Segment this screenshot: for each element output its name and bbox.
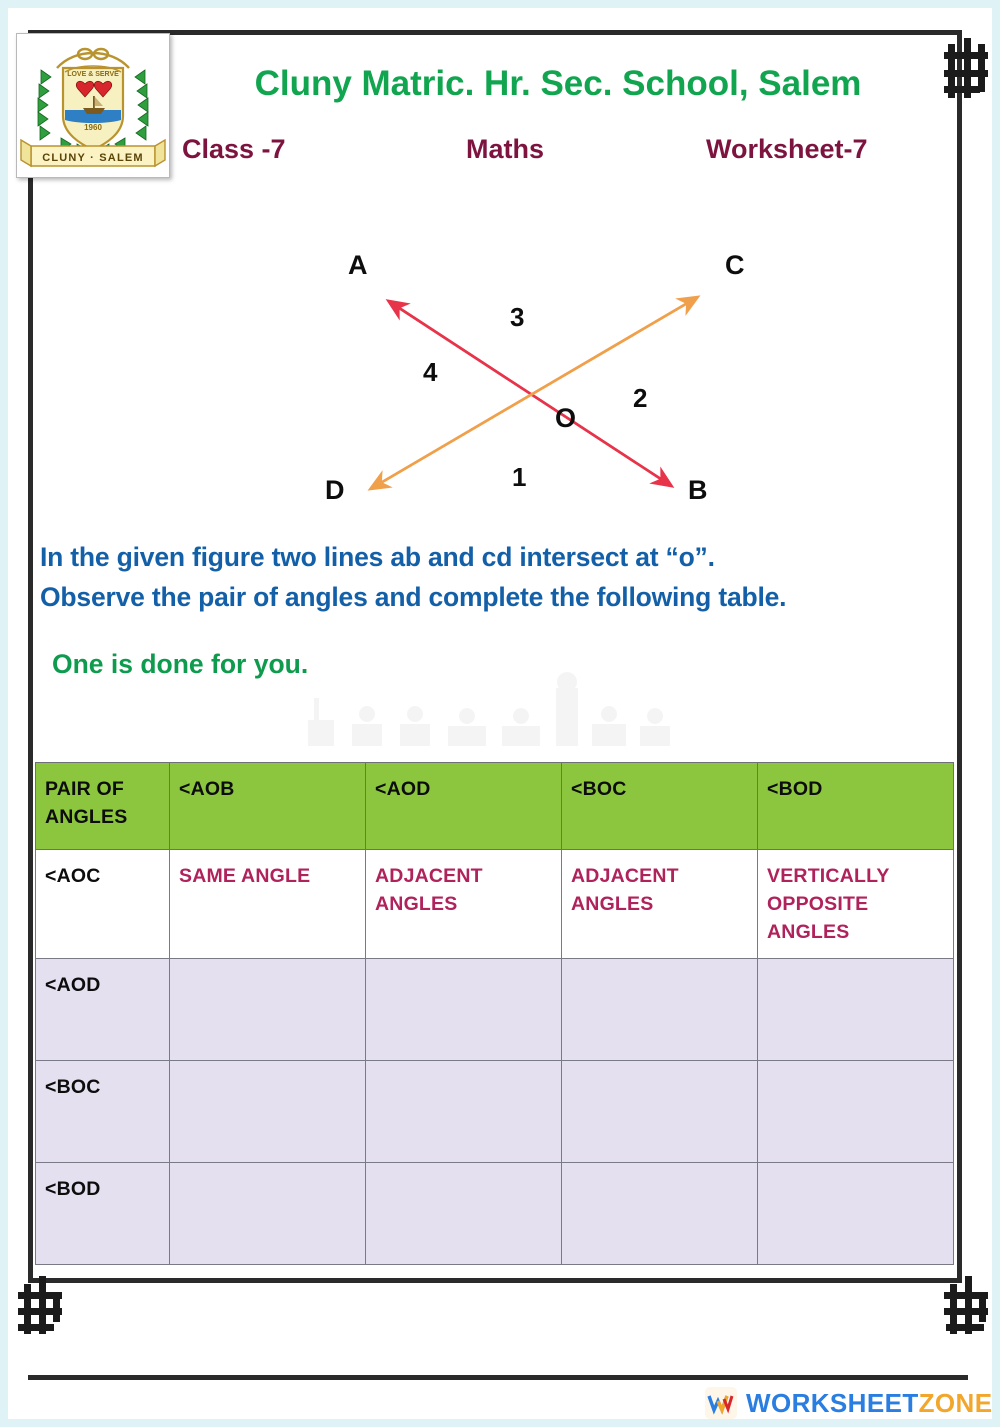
corner-ornament-bottom-left <box>18 1272 64 1338</box>
figure-angle-4: 4 <box>423 357 438 387</box>
figure-angle-1: 1 <box>512 462 527 492</box>
figure-point-o: O <box>555 403 577 433</box>
class-label: Class -7 <box>182 134 286 164</box>
school-crest-icon <box>17 34 169 177</box>
worksheet-label: Worksheet-7 <box>706 134 868 164</box>
column-header-aod: <AOD <box>366 763 562 850</box>
figure-angle-3: 3 <box>510 302 525 332</box>
classroom-watermark <box>290 668 710 758</box>
crest-motto: LOVE & SERVE <box>67 71 119 78</box>
cell-boc-bod[interactable] <box>758 1061 954 1163</box>
column-header-bod: <BOD <box>758 763 954 850</box>
subject-label: Maths <box>466 134 545 164</box>
school-logo <box>16 33 170 178</box>
row-header-bod: <BOD <box>36 1163 170 1265</box>
cell-boc-aod[interactable] <box>366 1061 562 1163</box>
page-title: Cluny Matric. Hr. Sec. School, Salem <box>254 64 862 103</box>
cell-aod-aod[interactable] <box>366 959 562 1061</box>
corner-ornament-bottom-right <box>944 1272 990 1338</box>
cell-bod-aod[interactable] <box>366 1163 562 1265</box>
figure-point-a: A <box>348 250 368 280</box>
corner-ornament-top-right <box>944 38 990 104</box>
cell-bod-aob[interactable] <box>170 1163 366 1265</box>
instruction-line-1: In the given figure two lines ab and cd intersect at “o”. <box>40 542 715 572</box>
brand-text-zone: ZONE <box>918 1387 993 1418</box>
column-header-pair-of-angles: PAIR OF ANGLES <box>36 763 170 850</box>
intersecting-lines-figure <box>300 240 760 530</box>
line-ba <box>390 302 670 485</box>
cell-aoc-boc[interactable]: ADJACENT ANGLES <box>562 850 758 959</box>
cell-aoc-bod[interactable]: VERTICALLY OPPOSITE ANGLES <box>758 850 954 959</box>
figure-point-c: C <box>725 250 745 280</box>
row-header-aoc: <AOC <box>36 850 170 959</box>
figure-point-b: B <box>688 475 708 505</box>
row-header-boc: <BOC <box>36 1061 170 1163</box>
column-header-aob: <AOB <box>170 763 366 850</box>
cell-aod-bod[interactable] <box>758 959 954 1061</box>
table-row <box>36 850 954 959</box>
column-header-boc: <BOC <box>562 763 758 850</box>
table-header-row <box>36 763 954 850</box>
frame-bottom-rule <box>28 1375 968 1380</box>
done-for-you-note: One is done for you. <box>52 649 309 679</box>
crest-banner-text: CLUNY · SALEM <box>42 152 144 164</box>
crest-year: 1960 <box>84 123 102 132</box>
worksheetzone-brand[interactable] <box>705 1386 992 1420</box>
figure-point-d: D <box>325 475 345 505</box>
cell-aoc-aod[interactable]: ADJACENT ANGLES <box>366 850 562 959</box>
pair-of-angles-table <box>35 762 954 1265</box>
instruction-line-2: Observe the pair of angles and complete the following table. <box>40 582 787 612</box>
cell-bod-bod[interactable] <box>758 1163 954 1265</box>
cell-boc-aob[interactable] <box>170 1061 366 1163</box>
cell-aod-boc[interactable] <box>562 959 758 1061</box>
row-header-aod: <AOD <box>36 959 170 1061</box>
figure-angle-2: 2 <box>633 383 648 413</box>
table-row <box>36 1163 954 1265</box>
brand-wordmark <box>746 1388 992 1419</box>
cell-aod-aob[interactable] <box>170 959 366 1061</box>
brand-text-worksheet: WORKSHEET <box>746 1387 919 1418</box>
table-row <box>36 959 954 1061</box>
cell-bod-boc[interactable] <box>562 1163 758 1265</box>
cell-boc-boc[interactable] <box>562 1061 758 1163</box>
worksheetzone-logo-icon <box>705 1387 737 1419</box>
cell-aoc-aob[interactable]: SAME ANGLE <box>170 850 366 959</box>
table-row <box>36 1061 954 1163</box>
instructions-block <box>40 537 940 617</box>
